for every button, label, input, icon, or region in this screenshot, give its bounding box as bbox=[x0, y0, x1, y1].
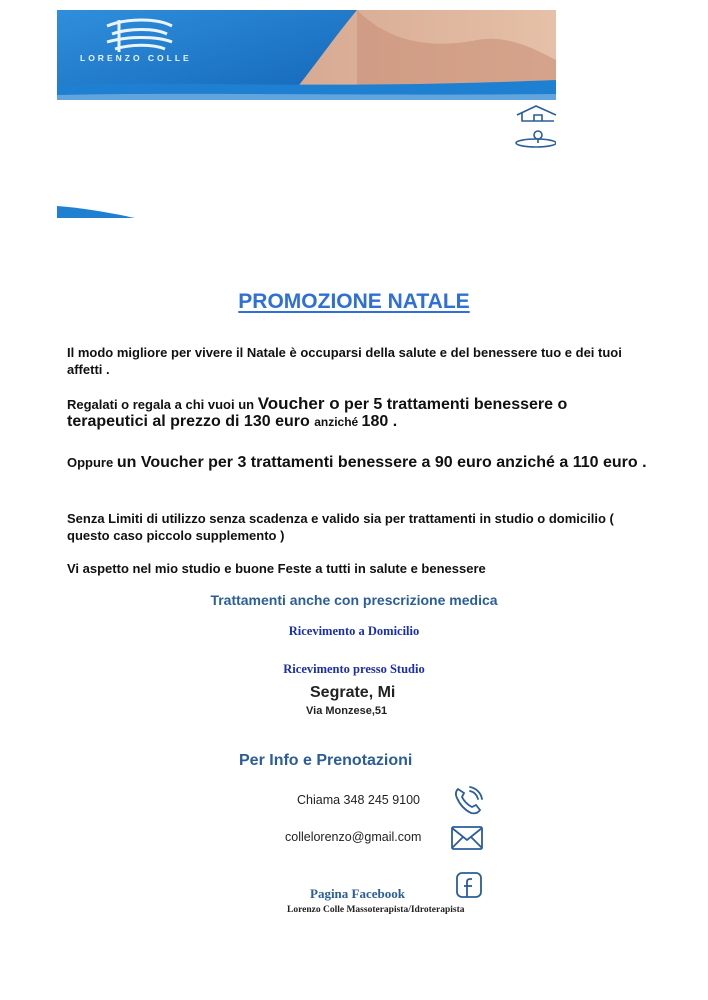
prescription-note: Trattamenti anche con prescrizione medica bbox=[210, 592, 498, 608]
email-text[interactable]: collelorenzo@gmail.com bbox=[285, 830, 422, 844]
phone-icon[interactable] bbox=[452, 785, 484, 817]
location-icon bbox=[516, 139, 556, 147]
voucher-5-paragraph bbox=[67, 395, 647, 431]
greetings-paragraph: Vi aspetto nel mio studio e buone Feste a tutti in salute e benessere bbox=[67, 561, 486, 576]
voucher-3-text-b: un Voucher per 3 trattamenti benessere a 90 euro anziché a 110 euro . bbox=[116, 454, 647, 471]
page-title: PROMOZIONE NATALE bbox=[238, 290, 470, 313]
home-icon bbox=[517, 106, 556, 115]
voucher-5-text-b: Voucher o bbox=[257, 394, 340, 413]
voucher-3-paragraph bbox=[67, 454, 647, 471]
home-visit-label: Ricevimento a Domicilio bbox=[288, 624, 420, 638]
city-label: Segrate, Mi bbox=[310, 684, 396, 701]
studio-visit-label: Ricevimento presso Studio bbox=[283, 662, 425, 676]
voucher-5-text-a: Regalati o regala a chi vuoi un bbox=[67, 397, 258, 412]
decorative-wedge bbox=[57, 206, 137, 220]
logo-text: LORENZO COLLE bbox=[80, 53, 192, 63]
address-label: Via Monzese,51 bbox=[306, 705, 388, 717]
envelope-icon[interactable] bbox=[450, 825, 484, 851]
phone-text[interactable]: Chiama 348 245 9100 bbox=[297, 793, 421, 807]
voucher-5-text-c: per 5 trattamenti benessere o terapeutici al prezzo di 130 euro bbox=[67, 396, 568, 430]
facebook-label[interactable]: Pagina Facebook bbox=[310, 886, 405, 901]
voucher-3-text-a: Oppure bbox=[67, 455, 117, 470]
no-limits-paragraph: Senza Limiti di utilizzo senza scadenza e valido sia per trattamenti in studio o domicilio ( questo caso piccolo supplemento ) bbox=[67, 511, 614, 543]
voucher-5-text-d: anziché bbox=[314, 415, 362, 429]
home-location-icons bbox=[514, 103, 556, 149]
facebook-subtitle: Lorenzo Colle Massoterapista/Idroterapista bbox=[287, 905, 465, 915]
intro-paragraph: Il modo migliore per vivere il Natale è occuparsi della salute e del benessere tuo e dei tuoi affetti . bbox=[67, 345, 622, 377]
info-heading: Per Info e Prenotazioni bbox=[239, 752, 413, 769]
facebook-icon[interactable] bbox=[455, 871, 483, 899]
voucher-5-text-e: 180 . bbox=[361, 413, 398, 430]
